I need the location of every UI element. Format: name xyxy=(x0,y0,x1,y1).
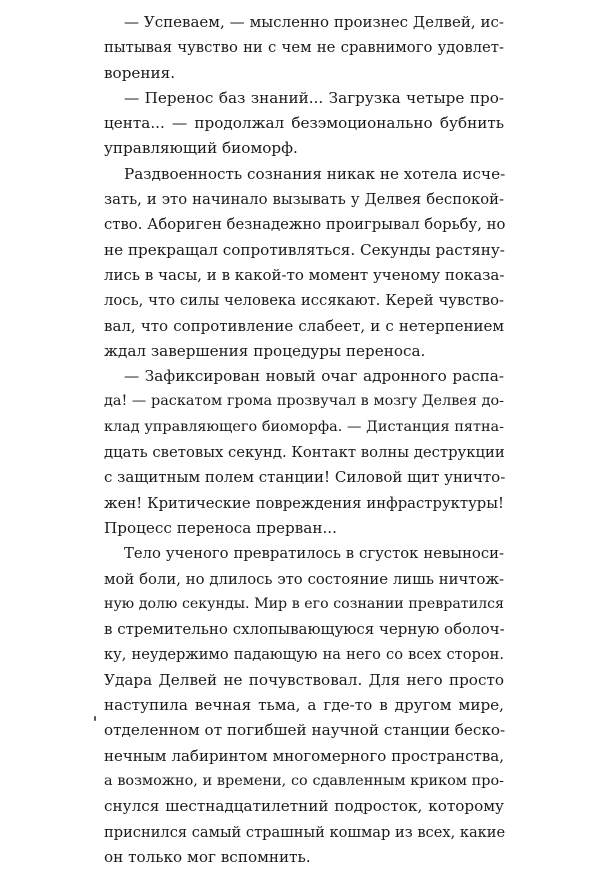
paragraph xyxy=(104,86,504,162)
text-line: ворения. xyxy=(104,63,176,82)
paragraph xyxy=(104,541,504,870)
text-line: жен! Критические повреждения инфраструктуры! xyxy=(104,494,504,512)
print-speck xyxy=(94,716,96,721)
text-line: не прекращал сопротивляться. Секунды растяну- xyxy=(104,240,505,259)
text-line: цента... — продолжал безэмоционально бубнить xyxy=(104,114,504,133)
text-line: снулся шестнадцатилетний подросток, которому xyxy=(104,797,504,816)
text-line: да! — раскатом грома прозвучал в мозгу Делвея до- xyxy=(104,393,504,410)
text-line: приснился самый страшный кошмар из всех, какие xyxy=(104,823,506,841)
text-line: зать, и это начинало вызывать у Делвея беспокой- xyxy=(104,191,504,209)
text-line: мой боли, но длилось это состояние лишь ничтож- xyxy=(104,570,504,588)
text-line: лись в часы, и в какой-то момент ученому показа- xyxy=(104,265,505,284)
text-line: в стремительно схлопывающуюся черную оболоч- xyxy=(104,620,505,639)
text-line: нечным лабиринтом многомерного пространства, xyxy=(104,746,504,765)
text-line: ждал завершения процедуры переноса. xyxy=(104,341,426,360)
text-line: вал, что сопротивление слабеет, и с нетерпением xyxy=(104,316,504,335)
page-text xyxy=(104,10,504,870)
paragraph xyxy=(104,162,504,364)
text-line: — Успеваем, — мысленно произнес Делвей, ис- xyxy=(124,13,504,31)
text-line: лось, что силы человека иссякают. Керей чувство- xyxy=(104,292,504,310)
text-line: наступила вечная тьма, а где-то в другом мире, xyxy=(104,696,504,715)
text-line: отделенном от погибшей научной станции беско- xyxy=(104,721,506,740)
text-line: дцать световых секунд. Контакт волны деструкции xyxy=(104,444,505,462)
text-line: — Перенос баз знаний... Загрузка четыре про- xyxy=(124,88,504,107)
text-line: ную долю секунды. Мир в его сознании превратился xyxy=(104,595,504,612)
paragraph xyxy=(104,364,504,541)
text-line: с защитным полем станции! Силовой щит уничто- xyxy=(104,468,506,487)
text-line: — Зафиксирован новый очаг адронного распа- xyxy=(124,367,504,386)
text-line: ку, неудержимо падающую на него со всех сторон. xyxy=(104,646,504,664)
text-line: Тело ученого превратилось в сгусток невыноси- xyxy=(124,545,504,563)
text-line: Удара Делвей не почувствовал. Для него просто xyxy=(104,670,504,689)
text-line: он только мог вспомнить. xyxy=(104,847,311,866)
text-line: ство. Абориген безнадежно проигрывал борьбу, но xyxy=(104,216,506,234)
text-line: пытывая чувство ни с чем не сравнимого удовлет- xyxy=(104,39,504,57)
text-line: Процесс переноса прерван... xyxy=(104,518,337,537)
text-line: Раздвоенность сознания никак не хотела исче- xyxy=(124,164,506,183)
paragraph xyxy=(104,10,504,86)
text-line: а возможно, и времени, со сдавленным криком про- xyxy=(104,772,504,789)
text-line: клад управляющего биоморфа. — Дистанция пятна- xyxy=(104,418,504,435)
text-line: управляющий биоморф. xyxy=(104,139,298,158)
